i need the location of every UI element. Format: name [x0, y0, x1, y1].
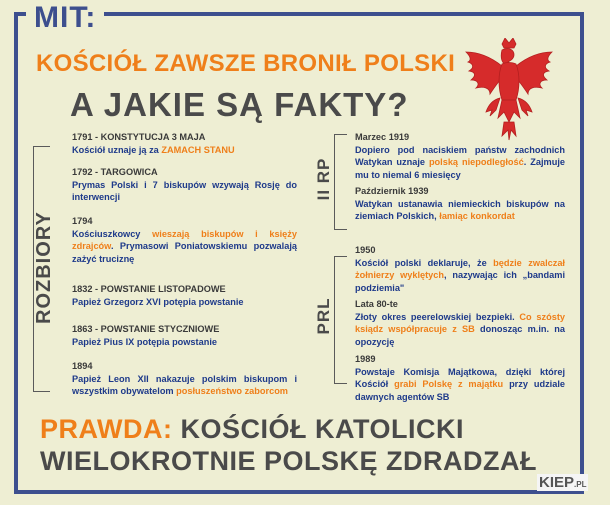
- myth-headline: KOŚCIÓŁ ZAWSZE BRONIŁ POLSKI: [36, 50, 456, 77]
- section-label-iirp: II RP: [314, 157, 333, 201]
- event-1832: 1832 - POWSTANIE LISTOPADOWE Papież Grzegorz XVI potępia powstanie: [72, 284, 244, 307]
- event-1989: 1989 Powstaje Komisja Majątkowa, dzięki której Kościół grabi Polskę z majątku przy udziale dawnych agentów SB: [355, 354, 565, 402]
- truth-headline: [40, 414, 464, 445]
- event-1794: 1794 Kościuszkowcy wieszają biskupów i księży zdrajców. Prymasowi Poniatowskiemu pozwalają zażyć truciznę: [72, 216, 297, 264]
- event-1863: 1863 - POWSTANIE STYCZNIOWE Papież Pius IX potępia powstanie: [72, 324, 220, 347]
- eagle-emblem-icon: [462, 38, 556, 142]
- question-headline: A JAKIE SĄ FAKTY?: [70, 86, 409, 123]
- truth-label: PRAWDA:: [40, 414, 173, 444]
- event-1950: 1950 Kościół polski deklaruje, że będzie zwalczał żołnierzy wyklętych, nazywając ich „bandami podziemia": [355, 245, 565, 293]
- myth-badge: MIT:: [26, 0, 104, 36]
- event-lata-80: Lata 80-te Złoty okres peerelowskiej bezpieki. Co szósty ksiądz współpracuje z SB donosząc m.in. na opozycję: [355, 299, 565, 347]
- truth-line-2: WIELOKROTNIE POLSKĘ ZDRADZAŁ: [40, 446, 537, 476]
- watermark: KIEP.PL: [539, 474, 587, 491]
- truth-line-1: KOŚCIÓŁ KATOLICKI: [172, 414, 464, 444]
- event-1919: Marzec 1919 Dopiero pod naciskiem państw zachodnich Watykan uznaje polską niepodległość. Zajmuje mu to niemal 6 miesięcy: [355, 132, 565, 180]
- event-1894: 1894 Papież Leon XII nakazuje polskim biskupom i wszystkim obywatelom posłuszeństwo zaborcom: [72, 361, 297, 397]
- event-1939: Październik 1939 Watykan ustanawia niemieckich biskupów na ziemiach Polskich, łamiąc konkordat: [355, 186, 565, 222]
- section-label-rozbiory: ROZBIORY: [33, 211, 55, 324]
- section-label-prl: PRL: [314, 297, 333, 335]
- event-1791: 1791 - KONSTYTUCJA 3 MAJA Kościół uznaje ją za ZAMACH STANU: [72, 132, 235, 155]
- event-1792: 1792 - TARGOWICA Prymas Polski i 7 biskupów wzywają Rosję do interwencji: [72, 167, 297, 203]
